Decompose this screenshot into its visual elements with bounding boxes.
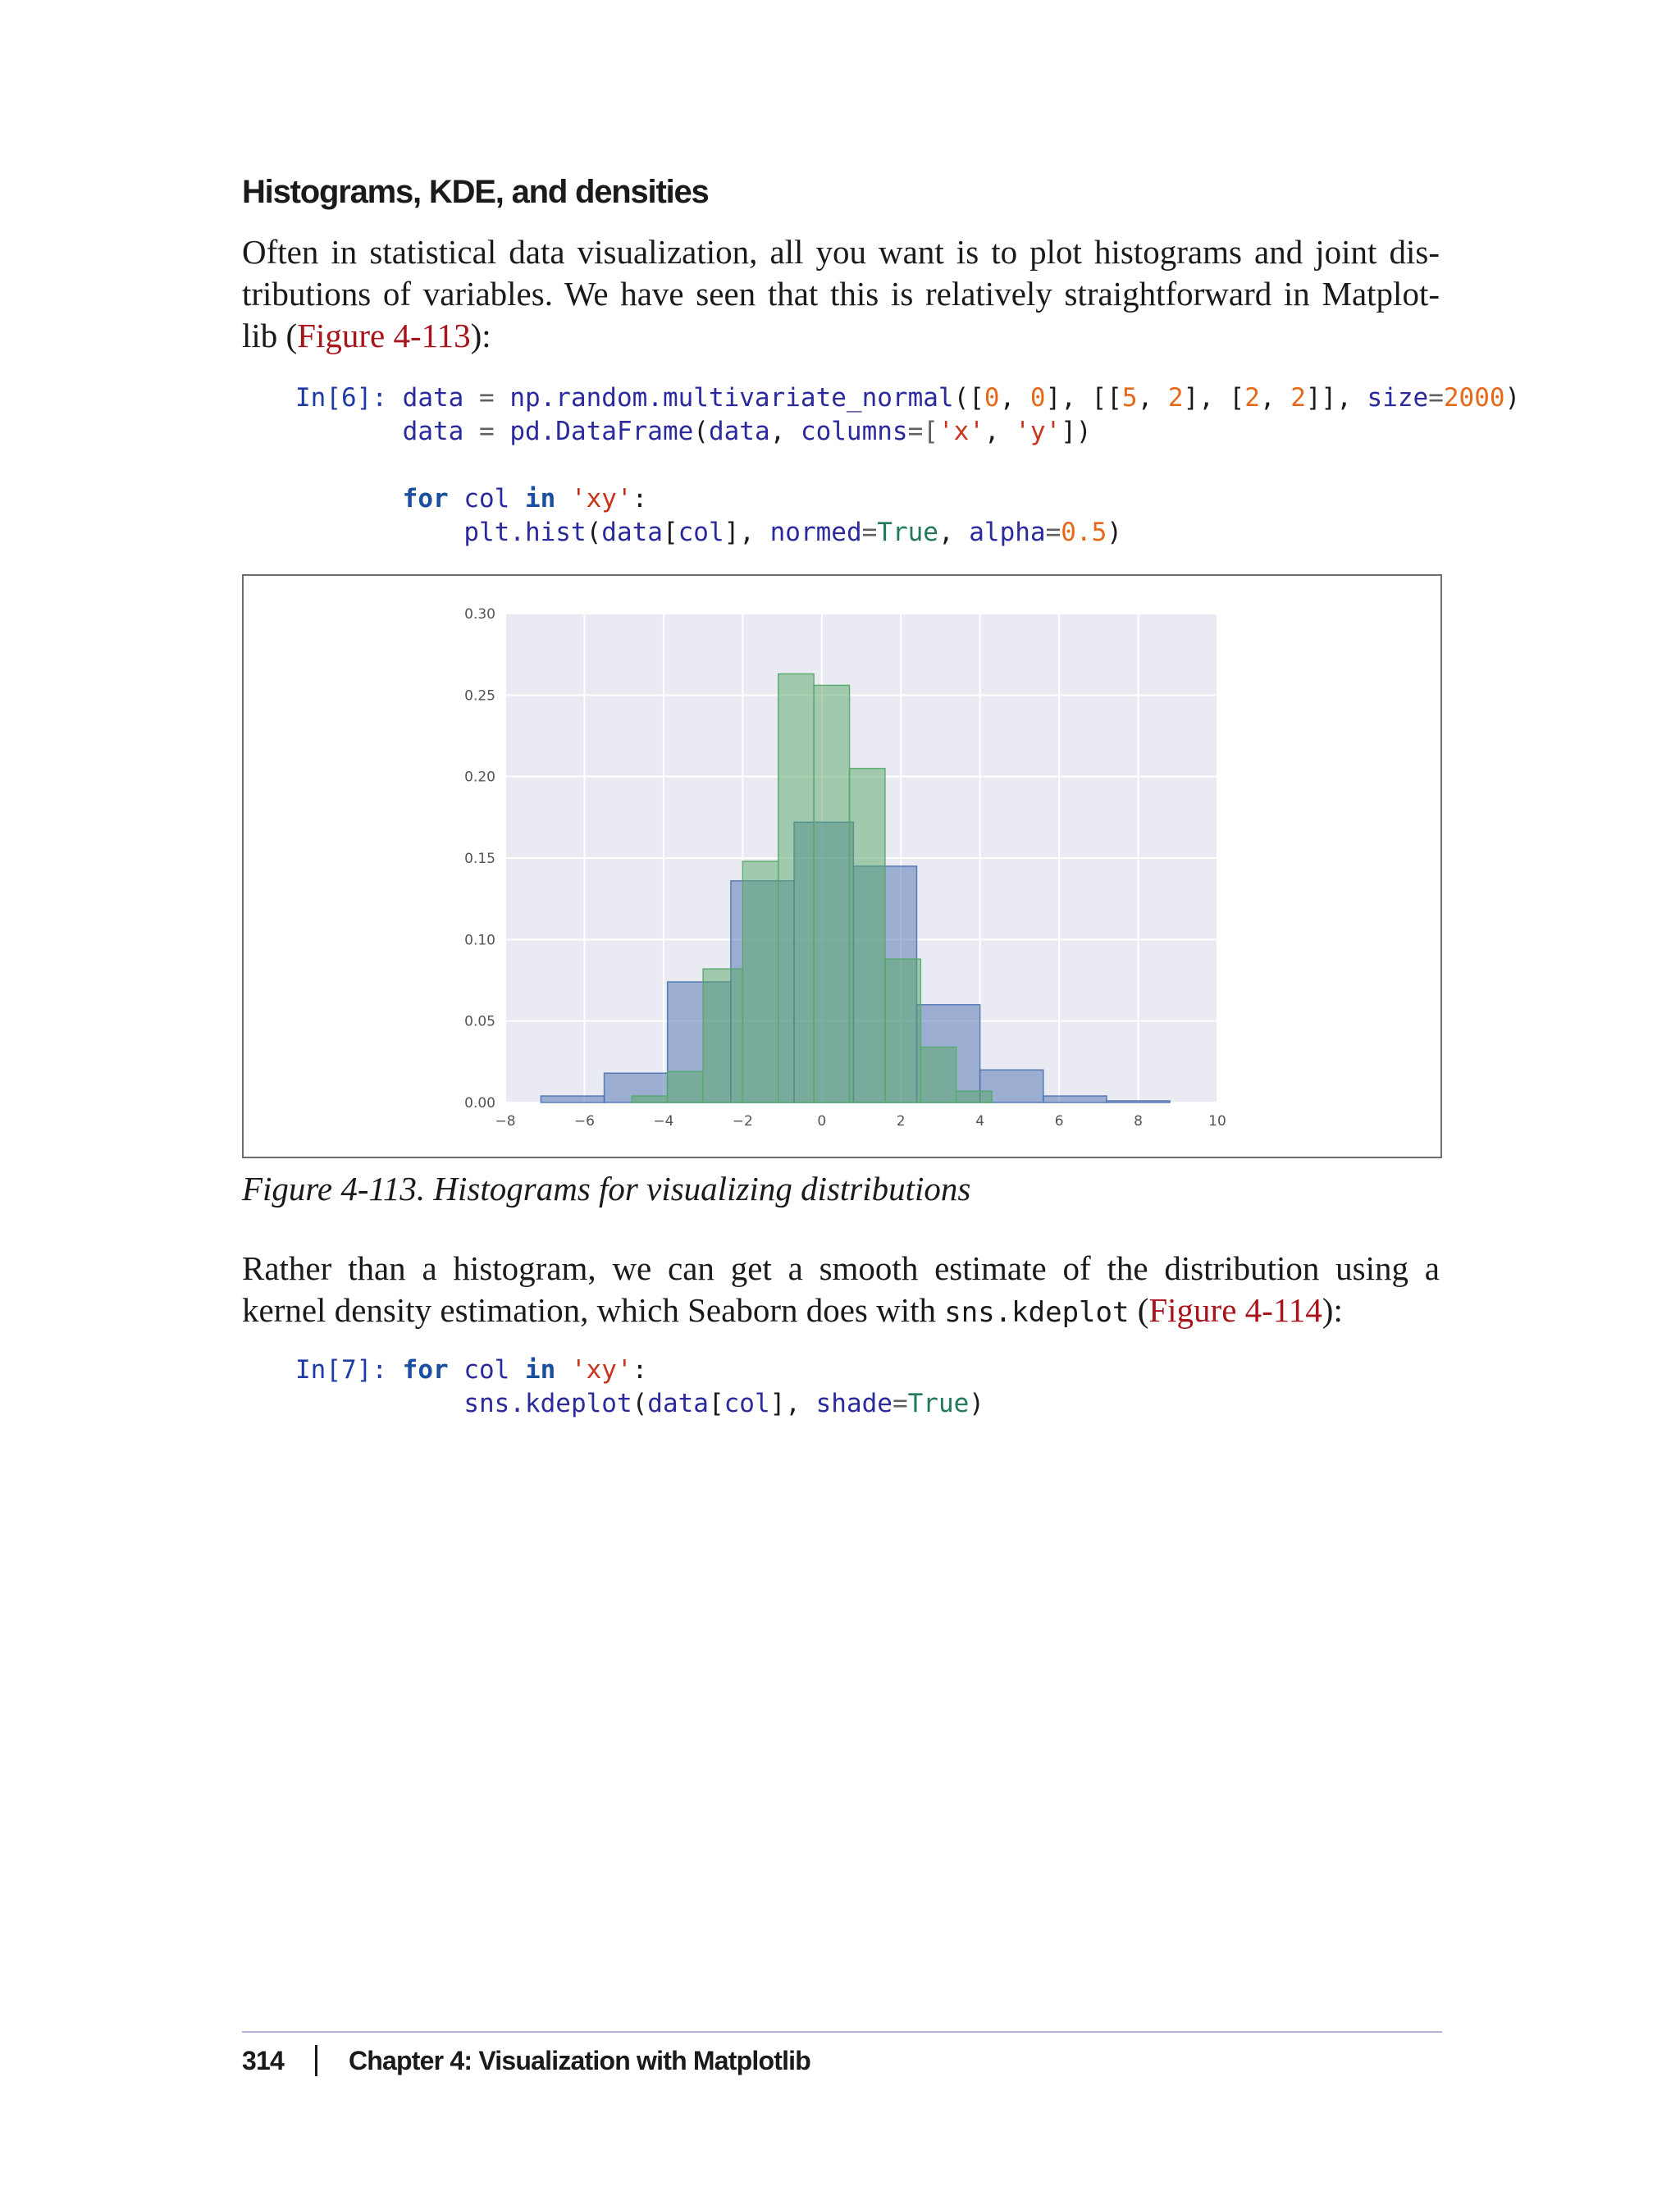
figure-link[interactable]: Figure 4-113 xyxy=(297,317,471,354)
histogram-bar xyxy=(956,1091,992,1102)
histogram-bar xyxy=(742,861,778,1102)
y-tick-label: 0.10 xyxy=(464,932,495,949)
x-tick-label: −8 xyxy=(495,1113,516,1130)
y-tick-label: 0.05 xyxy=(464,1013,495,1030)
y-tick-label: 0.15 xyxy=(464,851,495,867)
histogram-bar xyxy=(668,1071,703,1102)
x-tick-label: 8 xyxy=(1134,1113,1143,1130)
intro-paragraph xyxy=(242,231,1440,357)
figure-link[interactable]: Figure 4-114 xyxy=(1148,1291,1322,1329)
y-tick-label: 0.20 xyxy=(464,769,495,786)
x-tick-label: 6 xyxy=(1054,1113,1064,1130)
paragraph-line: Rather than a histogram, we can get a smooth estimate of the distribution using a xyxy=(242,1249,1440,1287)
page-number: 314 xyxy=(242,2046,284,2075)
x-tick-label: −6 xyxy=(573,1113,595,1130)
y-tick-label: 0.00 xyxy=(464,1095,495,1112)
histogram-bar xyxy=(1043,1096,1107,1102)
footer-rule xyxy=(242,2031,1442,2033)
code-line: In[7]: for col in 'xy': xyxy=(295,1355,648,1385)
paragraph-line: kernel density estimation, which Seaborn does with sns.kdeplot (Figure 4-114): xyxy=(242,1291,1343,1329)
code-block-in6 xyxy=(295,381,1520,550)
histogram-chart xyxy=(244,576,1440,1157)
histogram-bar xyxy=(850,769,885,1102)
code-block-in7 xyxy=(295,1354,984,1421)
y-tick-label: 0.30 xyxy=(464,606,495,623)
code-line: data = pd.DataFrame(data, columns=['x', 'y']) xyxy=(402,417,1092,446)
code-line: sns.kdeplot(data[col], shade=True) xyxy=(463,1389,984,1418)
figure-frame xyxy=(242,574,1442,1158)
histogram-bar xyxy=(920,1047,956,1102)
histogram-bar xyxy=(814,685,849,1102)
histogram-bar xyxy=(778,674,814,1102)
paragraph-line: lib (Figure 4-113): xyxy=(242,317,491,354)
footer-separator xyxy=(315,2045,317,2076)
chapter-title: Chapter 4: Visualization with Matplotlib xyxy=(349,2046,811,2075)
histogram-bar xyxy=(541,1096,604,1102)
page-footer xyxy=(242,2045,810,2076)
code-line: plt.hist(data[col], normed=True, alpha=0.5) xyxy=(463,518,1122,547)
histogram-bar xyxy=(703,969,742,1102)
histogram-bar xyxy=(632,1096,667,1102)
histogram-bar xyxy=(1107,1101,1170,1102)
code-prompt: In[7]: xyxy=(295,1355,403,1385)
code-prompt: In[6]: xyxy=(295,383,403,413)
histogram-bar xyxy=(885,959,920,1102)
kde-paragraph xyxy=(242,1248,1440,1334)
y-tick-label: 0.25 xyxy=(464,687,495,705)
code-line: for col in 'xy': xyxy=(402,484,648,514)
x-tick-label: 4 xyxy=(975,1113,985,1130)
x-tick-label: 2 xyxy=(896,1113,906,1130)
inline-code: sns.kdeplot xyxy=(944,1296,1130,1329)
paragraph-line: tributions of variables. We have seen that this is relatively straightforward in Matplot- xyxy=(242,275,1440,313)
paragraph-line: Often in statistical data visualization, all you want is to plot histograms and joint dis- xyxy=(242,233,1440,271)
x-tick-label: −2 xyxy=(732,1113,753,1130)
x-tick-label: −4 xyxy=(653,1113,674,1130)
x-tick-label: 10 xyxy=(1208,1113,1226,1130)
code-line: In[6]: data = np.random.multivariate_normal([0, 0], [[5, 2], [2, 2]], size=2000) xyxy=(295,383,1521,413)
x-tick-label: 0 xyxy=(817,1113,827,1130)
figure-caption: Figure 4-113. Histograms for visualizing distributions xyxy=(242,1170,971,1208)
section-heading: Histograms, KDE, and densities xyxy=(242,174,709,210)
